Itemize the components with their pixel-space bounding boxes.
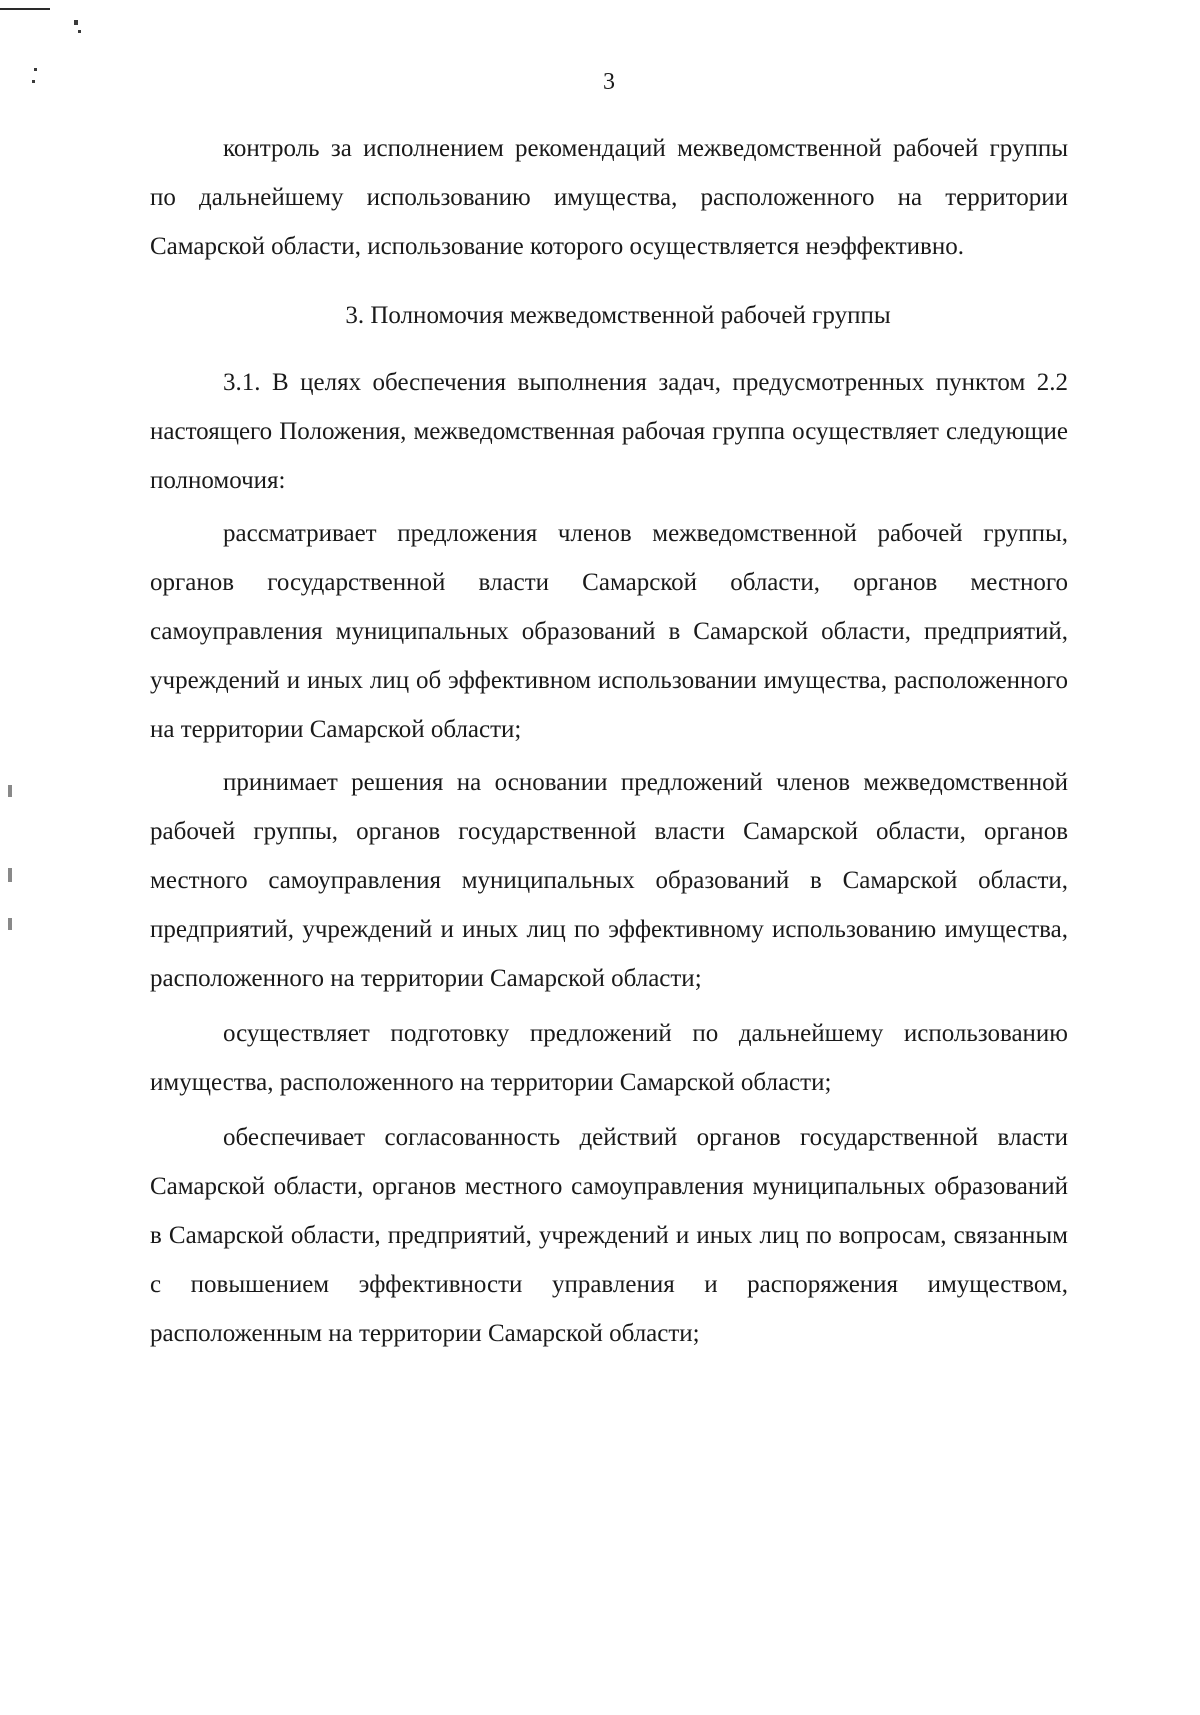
section-heading: 3. Полномочия межведомственной рабочей группы (345, 302, 891, 329)
paragraph: 3.1. В целях обеспечения выполнения задач, предусмотренных пунктом 2.2 настоящего Положения, межведомственная рабочая группа осуществляет следующие полномочия: (150, 369, 1068, 494)
scan-speck (8, 868, 12, 882)
paragraph: обеспечивает согласованность действий органов государственной власти Самарской области, органов местного самоуправления муниципальных образований в Самарской области, предприятий, учреждений и иных лиц по вопросам, связанным с повышением эффективности управления и распоряжения имуществом, расположенным на территории Самарской области; (150, 1124, 1068, 1347)
page-number: 3 (603, 69, 615, 95)
scan-speck (8, 918, 12, 930)
scan-speck (78, 30, 81, 33)
document-body (150, 124, 1068, 1358)
scan-speck (8, 785, 12, 797)
scan-edge-line (0, 8, 50, 10)
paragraph: контроль за исполнением рекомендаций межведомственной рабочей группы по дальнейшему использованию имущества, расположенного на территории Самарской области, использование которого осуществляется неэффективно. (150, 135, 1068, 260)
paragraph: рассматривает предложения членов межведомственной рабочей группы, органов государственной власти Самарской области, органов местного самоуправления муниципальных образований в Самарской области, предприятий, учреждений и иных лиц об эффективном использовании имущества, расположенного на территории Самарской области; (150, 520, 1068, 743)
scan-speck (74, 20, 78, 25)
paragraph: принимает решения на основании предложений членов межведомственной рабочей группы, органов государственной власти Самарской области, органов местного самоуправления муниципальных образований в Самарской области, предприятий, учреждений и иных лиц по эффективному использованию имущества, расположенного на территории Самарской области; (150, 769, 1068, 992)
paragraph: осуществляет подготовку предложений по дальнейшему использованию имущества, расположенного на территории Самарской области; (150, 1020, 1068, 1096)
